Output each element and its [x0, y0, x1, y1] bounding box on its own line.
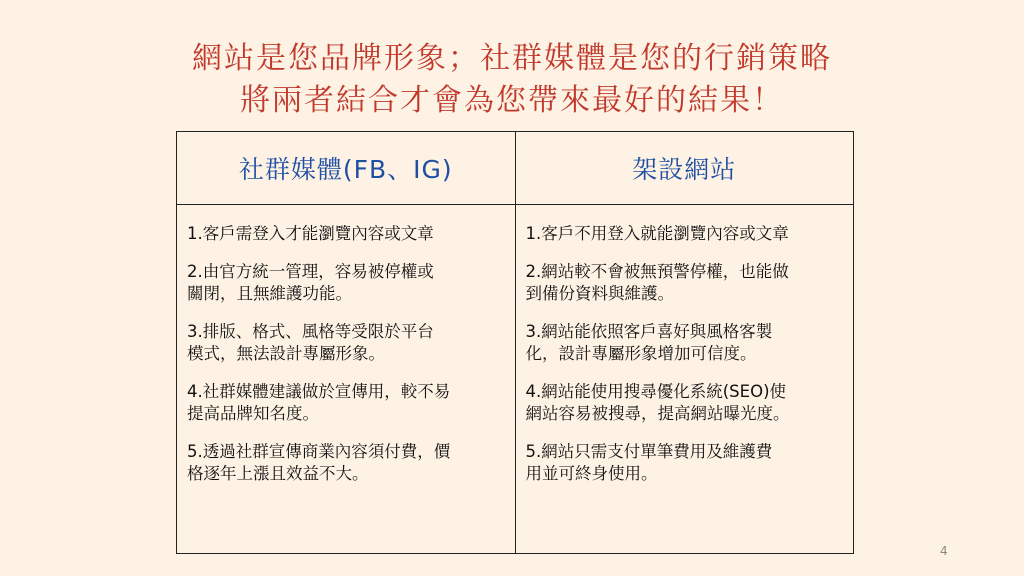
page-number: 4 — [940, 544, 948, 558]
header-social-media: 社群媒體(FB、IG) — [177, 132, 516, 205]
website-column — [515, 205, 854, 554]
title-line-1: 網站是您品牌形象；社群媒體是您的行銷策略 — [192, 41, 832, 76]
social-item-4: 4.社群媒體建議做於宣傳用，較不易 提高品牌知名度。 — [187, 382, 451, 423]
website-item-1: 1.客戶不用登入就能瀏覽內容或文章 — [525, 224, 789, 243]
social-item-2: 2.由官方統一管理，容易被停權或 關閉，且無維護功能。 — [187, 262, 434, 303]
slide-title — [0, 38, 1024, 122]
header-website: 架設網站 — [515, 132, 854, 205]
social-media-column — [177, 205, 516, 554]
website-item-4: 4.網站能使用搜尋優化系統(SEO)使 網站容易被搜尋，提高網站曝光度。 — [525, 382, 790, 423]
website-item-2: 2.網站較不會被無預警停權，也能做 到備份資料與維護。 — [525, 262, 789, 303]
website-item-3: 3.網站能依照客戶喜好與風格客製 化，設計專屬形象增加可信度。 — [525, 322, 773, 363]
comparison-table — [176, 131, 854, 554]
social-item-1: 1.客戶需登入才能瀏覽內容或文章 — [187, 224, 434, 243]
website-item-5: 5.網站只需支付單筆費用及維護費 用並可終身使用。 — [525, 442, 773, 483]
table-body-row — [177, 205, 854, 554]
title-line-2: 將兩者結合才會為您帶來最好的結果！ — [240, 83, 784, 118]
social-item-5: 5.透過社群宣傳商業內容須付費，價 格逐年上漲且效益不大。 — [187, 442, 451, 483]
social-item-3: 3.排版、格式、風格等受限於平台 模式，無法設計專屬形象。 — [187, 322, 434, 363]
table-header-row — [177, 132, 854, 205]
